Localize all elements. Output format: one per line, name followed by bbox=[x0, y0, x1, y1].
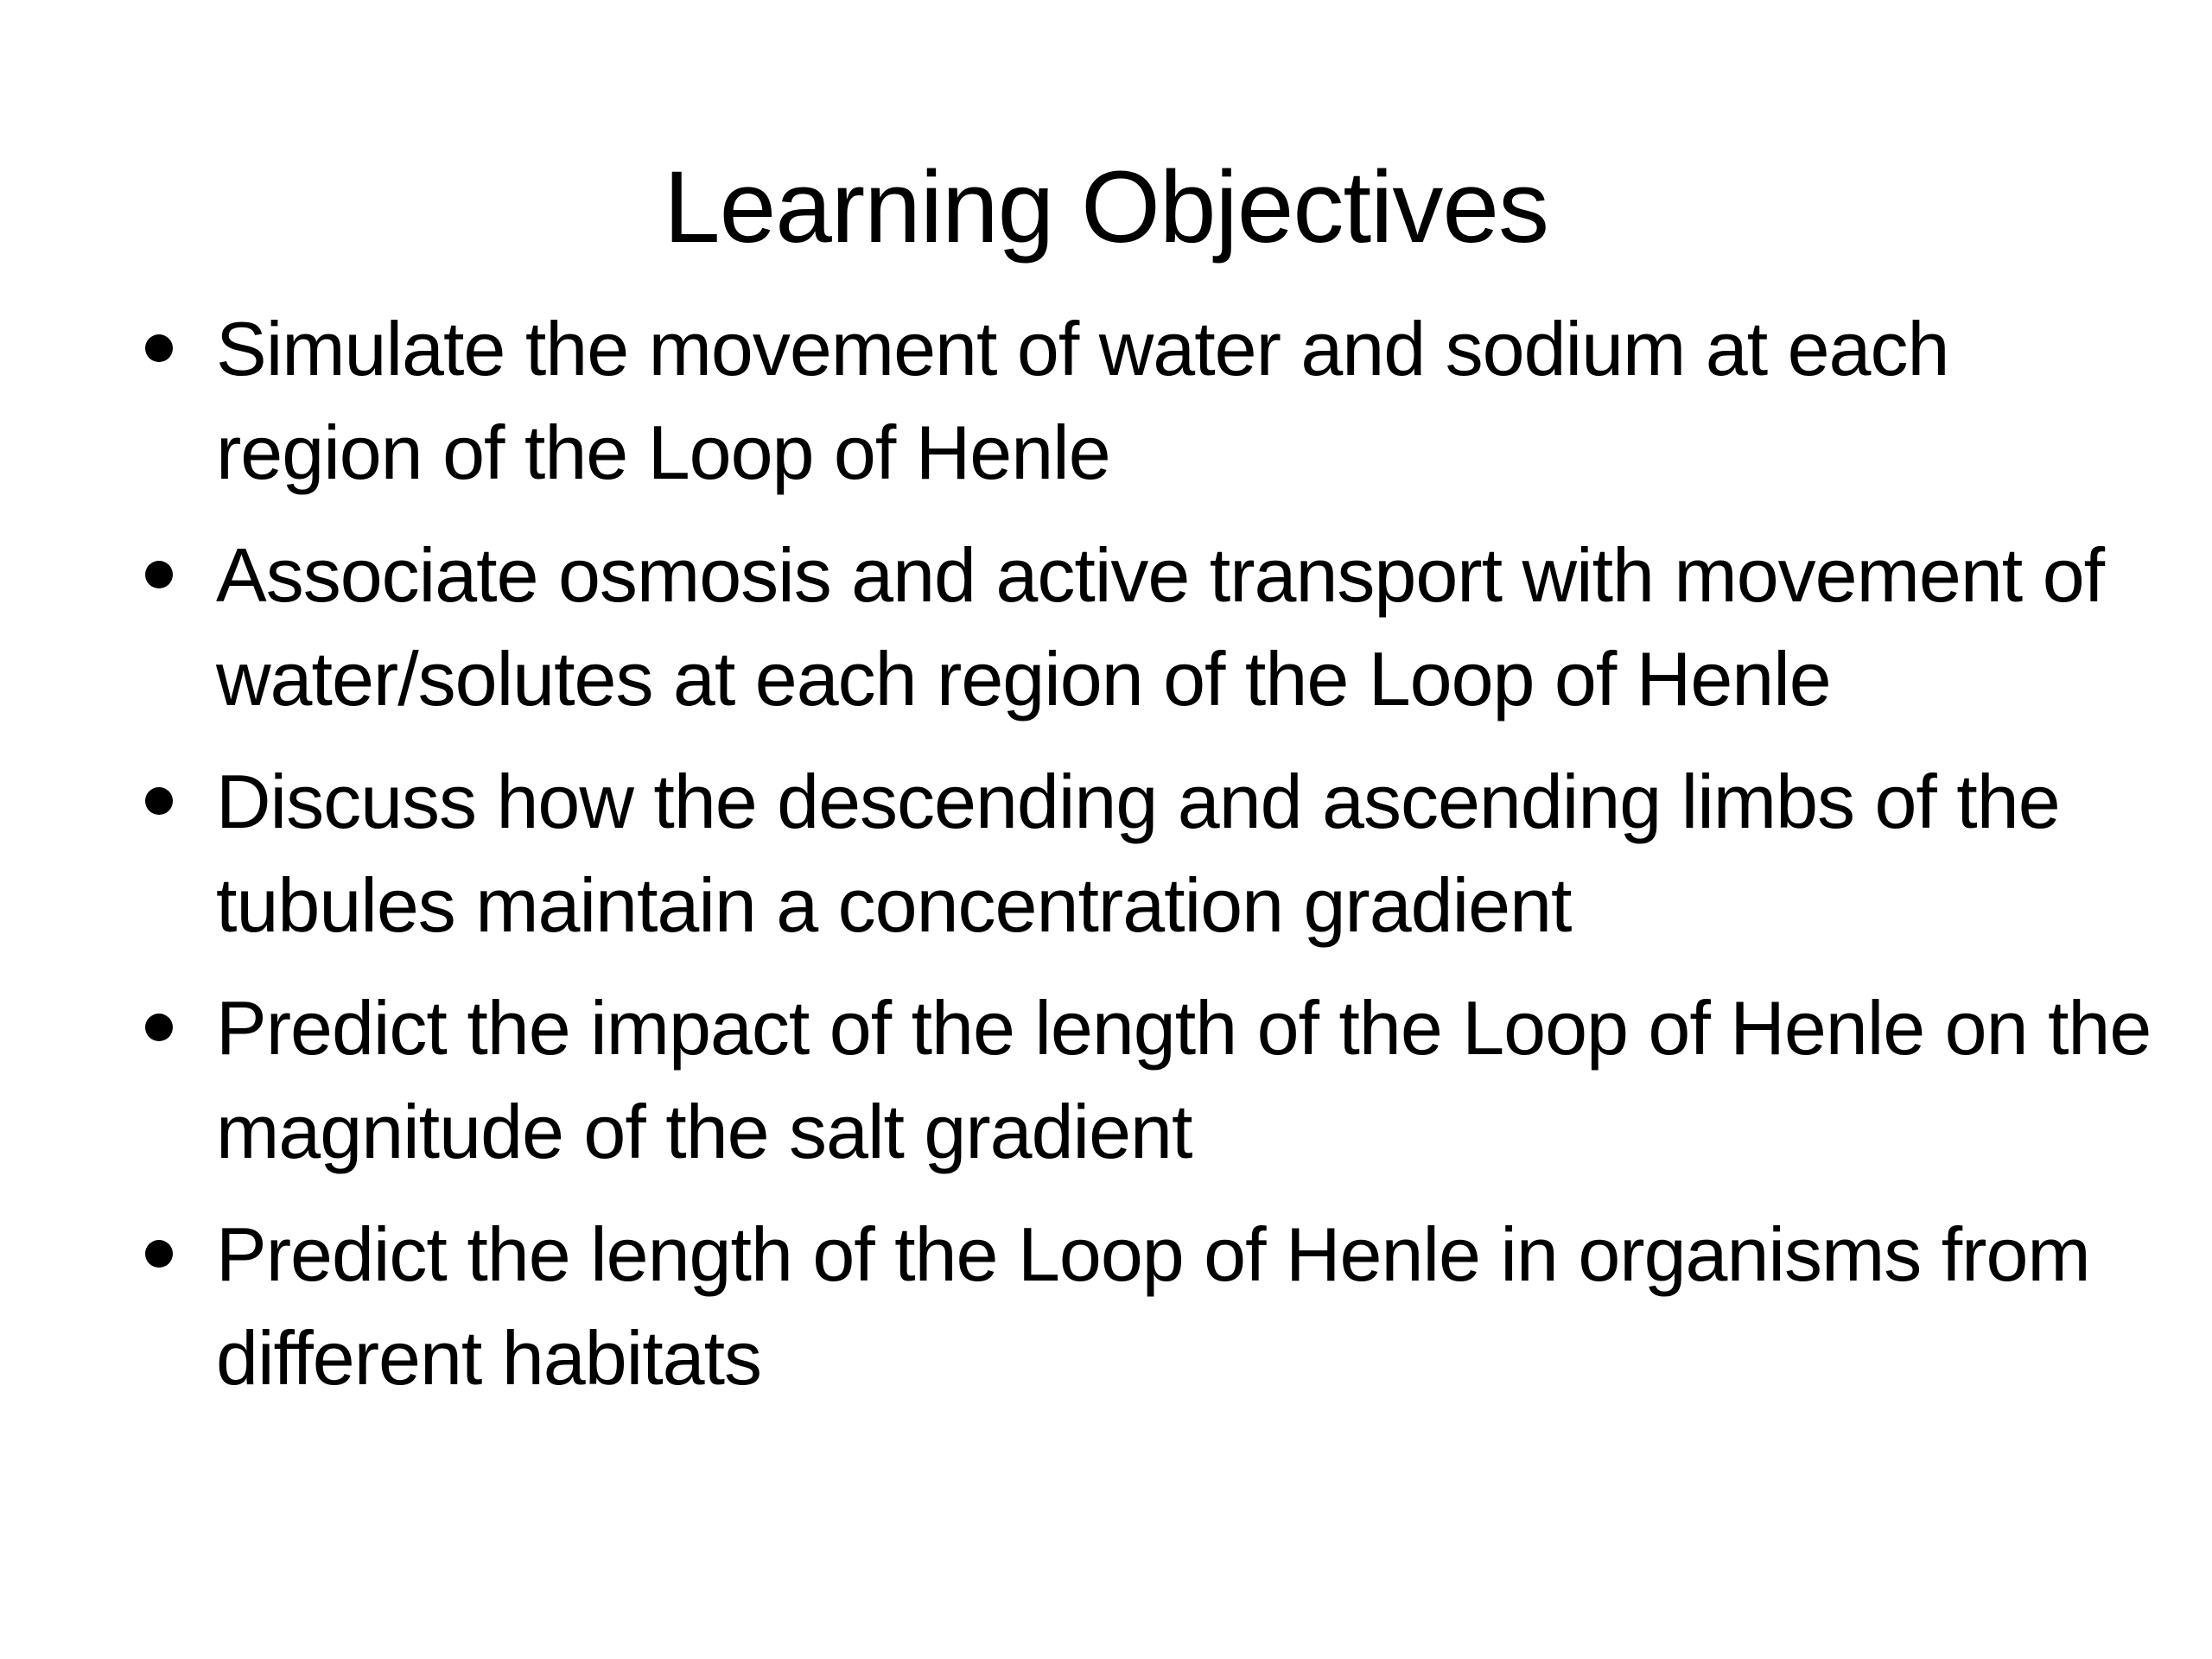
bullet-icon bbox=[145, 1014, 173, 1041]
objective-text: Simulate the movement of water and sodium at each region of the Loop of Henle bbox=[216, 306, 1949, 495]
objectives-list bbox=[216, 297, 2152, 1429]
objective-text: Discuss how the descending and ascending limbs of the tubules maintain a concentration gradient bbox=[216, 759, 2060, 948]
objective-text: Associate osmosis and active transport with movement of water/solutes at each region of the Loop of Henle bbox=[216, 532, 2105, 721]
list-item bbox=[216, 976, 2152, 1184]
objective-text: Predict the impact of the length of the Loop of Henle on the magnitude of the salt gradient bbox=[216, 985, 2152, 1174]
objective-text: Predict the length of the Loop of Henle in organisms from different habitats bbox=[216, 1211, 2090, 1401]
bullet-icon bbox=[145, 1240, 173, 1268]
list-item bbox=[216, 297, 2152, 505]
bullet-icon bbox=[145, 334, 173, 362]
bullet-icon bbox=[145, 561, 173, 588]
list-item bbox=[216, 524, 2152, 731]
list-item bbox=[216, 1203, 2152, 1410]
list-item bbox=[216, 750, 2152, 957]
bullet-icon bbox=[145, 787, 173, 815]
slide-title: Learning Objectives bbox=[664, 150, 1548, 264]
